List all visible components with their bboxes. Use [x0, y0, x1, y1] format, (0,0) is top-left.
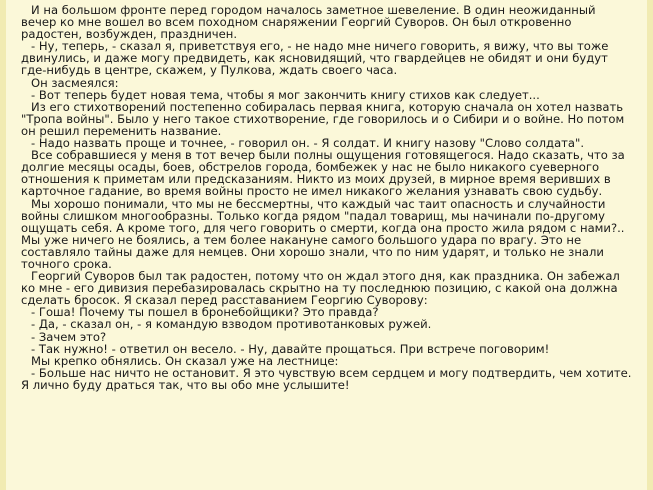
- story-text: [21, 4, 633, 391]
- paragraph: И на большом фронте перед городом началось заметное шевеление. В один неожиданный вечер ко мне вошел во всем походном снаряжении Георгий Суворов. Он был откровенно радостен, возбужден, праздничен.: [21, 3, 596, 42]
- paragraph: - Вот теперь будет новая тема, чтобы я мог закончить книгу стихов как следует...: [31, 87, 540, 102]
- paragraph: Из его стихотворений постепенно собиралась первая книга, которую сначала он хотел назвать "Тропа войны". Было у него такое стихотворение, где говорилось и о Сибири и о войне. Но потом он решил переменить название.: [21, 99, 625, 138]
- paragraph: Все собравшиеся у меня в тот вечер были полны ощущения готовящегося. Надо сказать, что за долгие месяцы осады, боев, обстрелов города, бомбежек у нас не было никакого суеверного отношения к приметам или предсказаниям. Никто из моих друзей, в мирное время веривших в карточное гадание, во время войны просто не имел никакого желания узнавать свою судьбу.: [21, 148, 625, 199]
- paragraph: - Надо назвать проще и точнее, - говорил он. - Я солдат. И книгу назову "Слово солдата".: [31, 136, 585, 151]
- paragraph: - Ну, теперь, - сказал я, приветствуя его, - не надо мне ничего говорить, я вижу, что вы тоже двинулись, и даже могу предвидеть, как ясновидящий, что гвардейцев не обидят и они будут где-нибудь в центре, скажем, у Пулкова, ждать своего часа.: [21, 39, 609, 78]
- paragraph: - Больше нас ничто не остановит. Я это чувствую всем сердцем и могу подтвердить, чем хотите. Я лично буду драться так, что вы обо мне услышите!: [21, 365, 632, 392]
- paragraph: Мы крепко обнялись. Он сказал уже на лестнице:: [31, 353, 339, 368]
- paragraph: - Гоша! Почему ты пошел в бронебойщики? Это правда?: [31, 305, 379, 320]
- paragraph: Он засмеялся:: [31, 75, 119, 90]
- paragraph: - Так нужно! - ответил он весело. - Ну, давайте прощаться. При встрече поговорим!: [31, 341, 550, 356]
- paragraph: - Зачем это?: [31, 329, 107, 344]
- paragraph: Мы хорошо понимали, что мы не бессмертны, что каждый час таит опасность и случайности войны слишком многообразны. Только когда рядом "падал товарищ, мы начинали по-другому ощущать себя. А кроме того, для чего говорить о смерти, когда она просто жила рядом с нами?.. Мы уже ничего не боялись, а тем более накануне самого большого удара по врагу. Это не составляло тайны даже для немцев. Они хорошо знали, что по ним ударят, и только не знали точного срока.: [21, 196, 625, 271]
- paragraph: Георгий Суворов был так радостен, потому что он ждал этого дня, как праздника. Он забежал ко мне - его дивизия перебазировалась скрытно на ту последнюю позицию, с какой она должна сделать бросок. Я сказал перед расставанием Георгию Суворову:: [21, 269, 620, 308]
- paragraph: - Да, - сказал он, - я командую взводом противотанковых ружей.: [31, 317, 432, 332]
